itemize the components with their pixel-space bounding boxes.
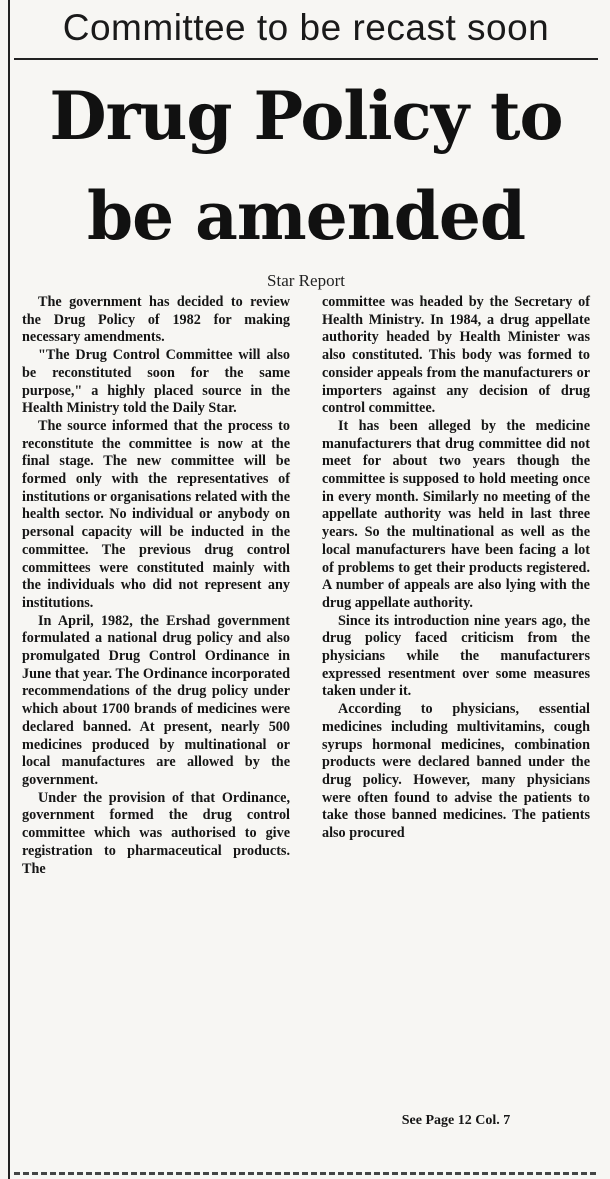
right-column bbox=[322, 294, 590, 843]
paragraph: According to physicians, essential medicines including multivitamins, cough syrups hormonal medicines, combination products were declared banned under the drug policy. However, many physicians were often found to advise the patients to take those banned medicines. The patients also procured bbox=[322, 701, 590, 842]
paragraph: The government has decided to review the Drug Policy of 1982 for making necessary amendments. bbox=[22, 294, 290, 346]
paragraph: It has been alleged by the medicine manufacturers that drug committee did not meet for about two years though the committee is supposed to hold meeting once in every month. Similarly no meeting of the appellate authority was held in last three years. So the multinational as well as the local manufacturers have been facing a lot of problems to get their products registered. A number of appeals are also lying with the drug appellate authority. bbox=[322, 417, 590, 611]
paragraph: Since its introduction nine years ago, the drug policy faced criticism from the physicians while the manufacturers expressed resentment over some measures taken under it. bbox=[322, 612, 590, 700]
kicker-headline: Committee to be recast soon bbox=[62, 7, 550, 48]
paragraph: The source informed that the process to reconstitute the committee is now at the final stage. The new committee will be formed only with the representatives of institutions or organisations related with the health sector. No individual or anybody on personal capacity will be inducted in the committee. The previous drug control committees were constituted mainly with the individuals who did not represent any institutions. bbox=[22, 417, 290, 611]
paragraph: committee was headed by the Secretary of Health Ministry. In 1984, a drug appellate authority headed by Health Minister was also constituted. This body was formed to consider appeals from the manufacturers or importers against any decision of drug control committee. bbox=[322, 294, 590, 417]
left-column-rule bbox=[8, 0, 10, 1179]
continuation-note: See Page 12 Col. 7 bbox=[401, 1113, 511, 1128]
headline-line-2: be amended bbox=[87, 177, 525, 255]
left-column bbox=[22, 294, 290, 878]
paragraph: Under the provision of that Ordinance, government formed the drug control committee which was authorised to give registration to pharmaceutical products. The bbox=[22, 789, 290, 877]
paragraph: "The Drug Control Committee will also be reconstituted soon for the same purpose," a highly placed source in the Health Ministry told the Daily Star. bbox=[22, 347, 290, 417]
kicker-divider bbox=[14, 58, 598, 60]
bottom-divider bbox=[14, 1172, 598, 1175]
headline-line-1: Drug Policy to bbox=[49, 77, 563, 155]
paragraph: In April, 1982, the Ershad government formulated a national drug policy and also promulgated Drug Control Ordinance in June that year. The Ordinance incorporated recommendations of the drug policy under which about 1700 brands of medicines were declared banned. At present, nearly 500 medicines produced by multinational or local manufactures are allowed by the government. bbox=[22, 612, 290, 788]
byline: Star Report bbox=[267, 271, 345, 290]
